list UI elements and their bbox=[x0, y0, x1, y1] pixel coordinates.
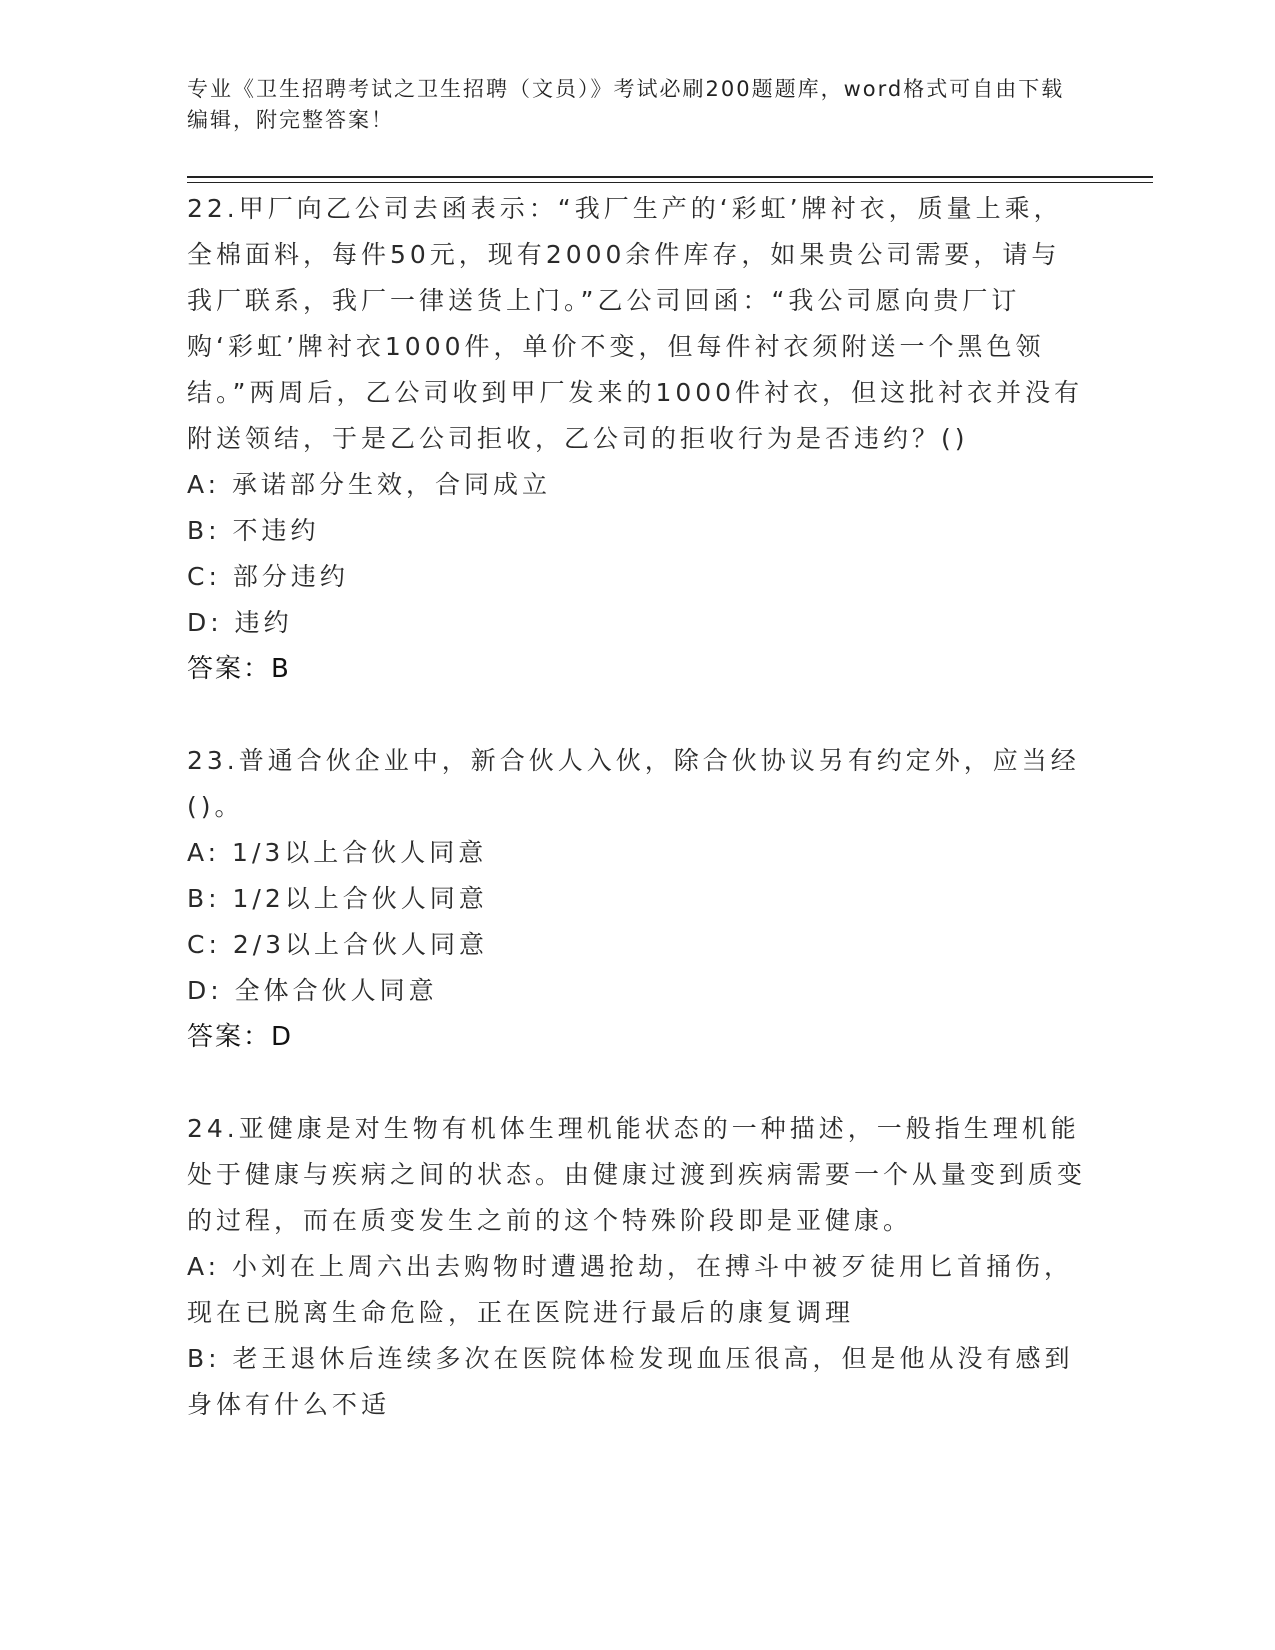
question-23 bbox=[187, 738, 1087, 1060]
header-rule-thin bbox=[187, 182, 1153, 183]
option-a: A: 小刘在上周六出去购物时遭遇抢劫，在搏斗中被歹徒用匕首捅伤，现在已脱离生命危险，正在医院进行最后的康复调理 bbox=[187, 1252, 1074, 1327]
option-c: C: 2/3以上合伙人同意 bbox=[187, 930, 489, 959]
option-b: B: 1/2以上合伙人同意 bbox=[187, 884, 488, 913]
answer-line: 答案：B bbox=[187, 654, 291, 684]
question-stem: 23.普通合伙企业中，新合伙人入伙，除合伙协议另有约定外，应当经()。 bbox=[187, 746, 1080, 821]
document-header: 专业《卫生招聘考试之卫生招聘（文员）》考试必刷200题题库，word格式可自由下载编辑，附完整答案！ bbox=[187, 77, 1065, 132]
question-list bbox=[187, 186, 1087, 1474]
option-b: B: 老王退休后连续多次在医院体检发现血压很高，但是他从没有感到身体有什么不适 bbox=[187, 1344, 1074, 1419]
answer-line: 答案：D bbox=[187, 1022, 294, 1052]
question-22 bbox=[187, 186, 1087, 692]
option-d: D: 全体合伙人同意 bbox=[187, 976, 438, 1005]
question-stem: 24.亚健康是对生物有机体生理机能状态的一种描述，一般指生理机能处于健康与疾病之间的状态。由健康过渡到疾病需要一个从量变到质变的过程，而在质变发生之前的这个特殊阶段即是亚健康。 bbox=[187, 1114, 1087, 1235]
option-b: B: 不违约 bbox=[187, 516, 320, 545]
header-rule-thick bbox=[187, 176, 1153, 178]
option-a: A: 1/3以上合伙人同意 bbox=[187, 838, 488, 867]
question-24 bbox=[187, 1106, 1087, 1428]
question-stem: 22.甲厂向乙公司去函表示：“我厂生产的‘彩虹’牌衬衣，质量上乘，全棉面料，每件50元，现有2000余件库存，如果贵公司需要，请与我厂联系，我厂一律送货上门。”乙公司回函：“我公司愿向贵厂订购‘彩虹’牌衬衣1000件，单价不变，但每件衬衣须附送一个黑色领结。”两周后，乙公司收到甲厂发来的1000件衬衣，但这批衬衣并没有附送领结，于是乙公司拒收，乙公司的拒收行为是否违约？() bbox=[187, 194, 1084, 453]
option-a: A: 承诺部分生效，合同成立 bbox=[187, 470, 552, 499]
option-c: C: 部分违约 bbox=[187, 562, 349, 591]
option-d: D: 违约 bbox=[187, 608, 293, 637]
